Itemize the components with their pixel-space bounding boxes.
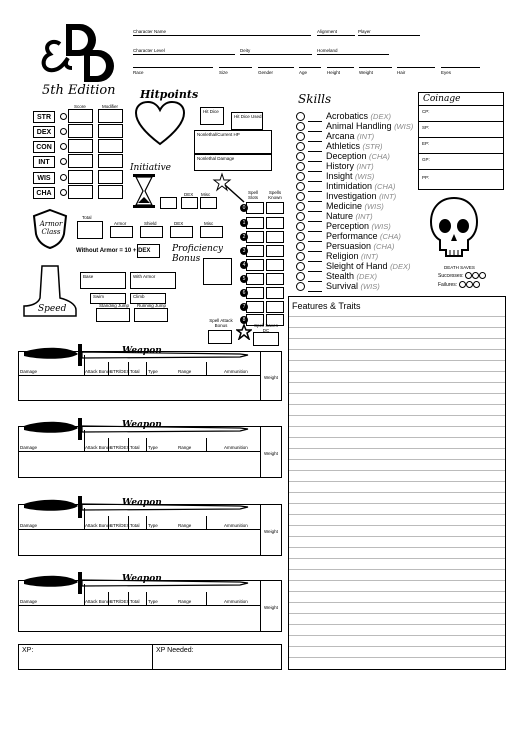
success-3[interactable] (479, 272, 486, 279)
skill-acrobatics[interactable] (296, 111, 391, 121)
skill-investigation[interactable] (296, 191, 396, 201)
spell-slots-0[interactable] (246, 202, 264, 214)
successes-label: Successes: (438, 272, 464, 279)
star-icon (236, 324, 252, 340)
ability-con-score[interactable] (68, 139, 93, 153)
weapon-notes-field[interactable] (20, 531, 258, 554)
weapon-weight-label: Weight (264, 605, 278, 610)
weapon-total-label: Total (130, 369, 140, 374)
success-2[interactable] (472, 272, 479, 279)
skill-name: Stealth (326, 271, 355, 281)
speed-climb-label: Climb (133, 294, 145, 299)
skill-name: Intimidation (326, 181, 373, 191)
armor-shield-box[interactable] (140, 226, 163, 238)
nonlethal-damage-label: Nonlethal Damage (197, 156, 235, 161)
ability-wis-mod[interactable] (98, 170, 123, 184)
hit-dice-used-label: Hit Dice Used (234, 114, 262, 119)
alignment-field[interactable] (317, 30, 355, 36)
speed-armor-box[interactable] (130, 272, 176, 289)
running-jump-box[interactable] (134, 303, 168, 322)
weapon-notes-field[interactable] (20, 453, 258, 476)
eyes-label: Eyes (441, 70, 452, 75)
spell-save-label: Spell Saves DC (254, 323, 278, 333)
spells-known-2[interactable] (266, 231, 284, 243)
skill-ability: (INT) (379, 192, 397, 201)
ability-wis-prof[interactable] (60, 174, 67, 181)
coin-cp: CP: (422, 109, 430, 114)
deity-field[interactable] (240, 49, 312, 55)
skill-ability: (WIS) (394, 122, 414, 131)
skill-name: Acrobatics (326, 111, 369, 121)
speed-armor-label: With Armor (133, 274, 156, 279)
spells-known-7[interactable] (266, 301, 284, 313)
armor-shield-label: Shield (144, 221, 157, 226)
armor-misc-label: Misc (204, 221, 214, 226)
spells-known-6[interactable] (266, 287, 284, 299)
player-field[interactable] (358, 30, 420, 36)
ability-int-mod[interactable] (98, 154, 123, 168)
without-armor-box[interactable] (137, 244, 160, 258)
race-label: Race (133, 70, 144, 75)
weapon-damage-label: Damage (20, 369, 38, 374)
weapon-damage-label: Damage (20, 445, 38, 450)
armor-dex-box[interactable] (170, 226, 193, 238)
weapon-damage-label: Damage (20, 599, 38, 604)
hair-label: Hair (397, 70, 406, 75)
skill-ability: (INT) (356, 162, 374, 171)
standing-jump-label: Standing Jump (99, 303, 130, 308)
ability-dex-label: DEX (33, 126, 55, 138)
weapon-attack-label: Attack Bonus (85, 369, 112, 374)
skill-name: Nature (326, 211, 354, 221)
skill-sleight-of-hand[interactable] (296, 261, 410, 271)
weapon-notes-field[interactable] (20, 607, 258, 630)
skill-ability: (CHA) (369, 152, 390, 161)
weapon-range-label: Range (178, 445, 192, 450)
ability-wis-label: WIS (33, 172, 55, 184)
skill-perception[interactable] (296, 221, 391, 231)
weapon-range-label: Range (178, 523, 192, 528)
weapon-strdex-label: STR/DEX (110, 369, 130, 374)
eyes-field[interactable] (441, 62, 480, 68)
weapon-ammo-label: Ammunition (224, 523, 248, 528)
height-field[interactable] (327, 62, 354, 68)
height-label: Height (327, 70, 341, 75)
homeland-field[interactable] (317, 49, 389, 55)
armor-dex-label: DEX (174, 221, 184, 226)
skill-medicine[interactable] (296, 201, 384, 211)
coin-pp: PP: (422, 175, 430, 180)
edition-label: 5th Edition (42, 83, 116, 98)
spell-level-1: 1 (240, 219, 248, 227)
spell-slots-3[interactable] (246, 245, 264, 257)
weapon-strdex-label: STR/DEX (110, 523, 130, 528)
hit-dice-label: Hit Dice (203, 109, 219, 114)
heart-icon (134, 100, 186, 146)
spell-slots-1[interactable] (246, 217, 264, 229)
hourglass-icon (132, 173, 156, 209)
ability-str-label: STR (33, 111, 55, 123)
weapon-ammo-label: Ammunition (224, 445, 248, 450)
ability-con-label: CON (33, 141, 55, 153)
skill-ability: (INT) (357, 132, 375, 141)
spells-known-4[interactable] (266, 259, 284, 271)
weapon-attack-label: Attack Bonus (85, 445, 112, 450)
player-label: Player (358, 29, 371, 34)
character-name-label: Character Name (133, 29, 167, 34)
skill-nature[interactable] (296, 211, 373, 221)
weapon-total-label: Total (130, 523, 140, 528)
spell-slots-6[interactable] (246, 287, 264, 299)
ability-cha-mod[interactable] (98, 185, 123, 199)
hit-dice-box[interactable] (200, 107, 224, 125)
weapon-title: Weapon (122, 346, 162, 356)
speed-title: Speed (38, 304, 67, 314)
speed-base-box[interactable] (80, 272, 126, 289)
skill-name: Arcana (326, 131, 355, 141)
ability-wis-score[interactable] (68, 170, 93, 184)
skill-performance[interactable] (296, 231, 401, 241)
xp-needed-box[interactable] (152, 644, 282, 670)
spell-slots-2[interactable] (246, 231, 264, 243)
armor-misc-box[interactable] (200, 226, 223, 238)
ability-con-mod[interactable] (98, 139, 123, 153)
character-level-field[interactable] (133, 49, 235, 55)
skill-arcana[interactable] (296, 131, 374, 141)
weapon-title: Weapon (122, 574, 162, 584)
skill-ability: (CHA) (380, 232, 401, 241)
nonlethal-damage-box[interactable] (194, 154, 272, 171)
armor-total-label: Total (82, 215, 92, 220)
ability-dex-prof[interactable] (60, 128, 67, 135)
speed-base-label: Base (83, 274, 94, 279)
skill-name: Religion (326, 251, 359, 261)
skill-religion[interactable] (296, 251, 378, 261)
spell-level-7: 7 (240, 303, 248, 311)
armor-armor-label: Armor (114, 221, 127, 226)
spell-level-4: 4 (240, 261, 248, 269)
proficiency-bonus-box[interactable] (203, 258, 232, 285)
weapon-weight-label: Weight (264, 375, 278, 380)
current-hp-box[interactable] (194, 130, 272, 154)
race-field[interactable] (133, 62, 213, 68)
initiative-dex-box[interactable] (181, 197, 198, 209)
weapon-weight-label: Weight (264, 529, 278, 534)
spells-known-0[interactable] (266, 202, 284, 214)
dnd-logo (36, 22, 118, 84)
weapon-notes-field[interactable] (20, 377, 258, 399)
coinage-panel (418, 92, 504, 190)
deity-label: Deity (240, 48, 251, 53)
proficiency-title: Proficiency Bonus (172, 244, 223, 264)
ability-int-label: INT (33, 156, 55, 168)
spell-attack-label: Spell Attack Bonus (209, 318, 233, 328)
ability-cha-prof[interactable] (60, 189, 67, 196)
without-armor-label: Without Armor = 10 + DEX (76, 248, 151, 254)
current-hp-label: Nonlethal/Current HP (197, 132, 240, 137)
weapon-attack-label: Attack Bonus (85, 523, 112, 528)
death-saves-failures (438, 281, 480, 289)
score-column-label: Score (74, 104, 86, 109)
weapon-title: Weapon (122, 420, 162, 430)
skill-name: Animal Handling (326, 121, 392, 131)
standing-jump-box[interactable] (96, 303, 130, 322)
xp-box[interactable] (18, 644, 153, 670)
skill-ability: (WIS) (355, 172, 375, 181)
gender-field[interactable] (258, 62, 294, 68)
weapon-type-label: Type (148, 523, 158, 528)
coin-gp: GP: (422, 157, 430, 162)
hair-field[interactable] (397, 62, 435, 68)
hit-dice-used-box[interactable] (231, 112, 263, 130)
skill-ability: (INT) (355, 212, 373, 221)
spells-known-3[interactable] (266, 245, 284, 257)
ability-cha-score[interactable] (68, 185, 93, 199)
spells-known-1[interactable] (266, 217, 284, 229)
skill-name: History (326, 161, 355, 171)
running-jump-label: Running Jump (137, 303, 167, 308)
spell-slots-7[interactable] (246, 301, 264, 313)
skill-name: Persuasion (326, 241, 372, 251)
weapon-ammo-label: Ammunition (224, 599, 248, 604)
alignment-label: Alignment (317, 29, 338, 34)
armor-total-box[interactable] (77, 221, 103, 239)
skill-stealth[interactable] (296, 271, 377, 281)
skill-ability: (DEX) (356, 272, 377, 281)
skill-athletics[interactable] (296, 141, 383, 151)
age-label: Age (299, 70, 308, 75)
size-field[interactable] (219, 62, 252, 68)
weapon-attack-label: Attack Bonus (85, 599, 112, 604)
weapon-type-label: Type (148, 599, 158, 604)
skill-ability: (WIS) (371, 222, 391, 231)
spells-known-5[interactable] (266, 273, 284, 285)
skill-intimidation[interactable] (296, 181, 395, 191)
weapon-weight-label: Weight (264, 451, 278, 456)
skill-name: Athletics (326, 141, 361, 151)
skill-ability: (STR) (362, 142, 383, 151)
spell-level-8: 8 (240, 316, 248, 324)
skill-survival[interactable] (296, 281, 380, 291)
skill-name: Deception (326, 151, 367, 161)
skull-icon (428, 196, 480, 260)
weapon-ammo-label: Ammunition (224, 369, 248, 374)
initiative-total-box[interactable] (160, 197, 177, 209)
ability-cha-label: CHA (33, 187, 55, 199)
ability-str-mod[interactable] (98, 109, 123, 123)
wand-icon (212, 172, 246, 204)
ability-str-prof[interactable] (60, 113, 67, 120)
success-1[interactable] (465, 272, 472, 279)
character-level-label: Character Level (133, 48, 165, 53)
weapon-damage-label: Damage (20, 523, 38, 528)
xp-label: XP: (22, 647, 34, 654)
death-saves-successes (438, 272, 486, 280)
weapon-range-label: Range (178, 599, 192, 604)
skill-ability: (WIS) (360, 282, 380, 291)
ability-str-score[interactable] (68, 109, 93, 123)
hitpoints-title: Hitpoints (140, 88, 199, 101)
armor-armor-box[interactable] (110, 226, 133, 238)
size-label: Size (219, 70, 228, 75)
xp-needed-label: XP Needed: (156, 647, 194, 654)
gender-label: Gender (258, 70, 274, 75)
ability-dex-mod[interactable] (98, 124, 123, 138)
dnd-logo-icon (36, 22, 118, 84)
failure-3[interactable] (473, 281, 480, 288)
weapon-type-label: Type (148, 445, 158, 450)
skill-name: Insight (326, 171, 353, 181)
skill-ability: (WIS) (364, 202, 384, 211)
features-title: Features & Traits (292, 301, 361, 311)
initiative-dex-label: DEX (184, 192, 194, 197)
speed-swim-label: Swim (93, 294, 104, 299)
skill-ability: (CHA) (374, 182, 396, 191)
initiative-misc-label: Misc (201, 192, 211, 197)
weapon-type-label: Type (148, 369, 158, 374)
failure-1[interactable] (459, 281, 466, 288)
skill-name: Investigation (326, 191, 377, 201)
spell-slots-4[interactable] (246, 259, 264, 271)
spell-level-2: 2 (240, 233, 248, 241)
ability-con-prof[interactable] (60, 143, 67, 150)
coin-ep: EP: (422, 141, 430, 146)
skills-title: Skills (298, 92, 332, 106)
skill-ability: (DEX) (370, 112, 391, 121)
coinage-title: Coinage (423, 94, 461, 104)
skill-name: Medicine (326, 201, 363, 211)
character-name-field[interactable] (133, 30, 311, 36)
age-field[interactable] (299, 62, 321, 68)
skill-name: Survival (326, 281, 359, 291)
spell-level-5: 5 (240, 275, 248, 283)
spell-level-0: 0 (240, 204, 248, 212)
skill-name: Perception (326, 221, 370, 231)
skill-name: Performance (326, 231, 378, 241)
failure-2[interactable] (466, 281, 473, 288)
armor-class-title: Armor Class (39, 220, 63, 236)
weapon-range-label: Range (178, 369, 192, 374)
skill-ability: (INT) (361, 252, 379, 261)
skill-insight[interactable] (296, 171, 374, 181)
spell-slots-label: Spell Slots (247, 190, 258, 200)
initiative-title: Initiative (130, 163, 171, 173)
coin-sp: SP: (422, 125, 430, 130)
weapon-strdex-label: STR/DEX (110, 445, 130, 450)
weapon-title: Weapon (122, 498, 162, 508)
weight-field[interactable] (359, 62, 392, 68)
modifier-column-label: Modifier (102, 104, 119, 109)
weapon-strdex-label: STR/DEX (110, 599, 130, 604)
spell-level-6: 6 (240, 289, 248, 297)
spells-known-label: Spells Known (268, 190, 282, 200)
skill-deception[interactable] (296, 151, 390, 161)
ability-int-prof[interactable] (60, 158, 67, 165)
death-saves-title: DEATH SAVES (444, 265, 475, 270)
ability-dex-score[interactable] (68, 124, 93, 138)
ability-int-score[interactable] (68, 154, 93, 168)
skill-history[interactable] (296, 161, 374, 171)
spell-slots-5[interactable] (246, 273, 264, 285)
weapon-total-label: Total (130, 599, 140, 604)
weight-label: Weight (359, 70, 373, 75)
spell-save-box[interactable] (253, 332, 279, 346)
spell-level-3: 3 (240, 247, 248, 255)
skill-ability: (DEX) (390, 262, 411, 271)
skill-persuasion[interactable] (296, 241, 394, 251)
skill-animal-handling[interactable] (296, 121, 413, 131)
skill-name: Sleight of Hand (326, 261, 388, 271)
failures-label: Failures: (438, 281, 458, 288)
homeland-label: Homeland (317, 48, 338, 53)
weapon-total-label: Total (130, 445, 140, 450)
skill-ability: (CHA) (373, 242, 395, 251)
